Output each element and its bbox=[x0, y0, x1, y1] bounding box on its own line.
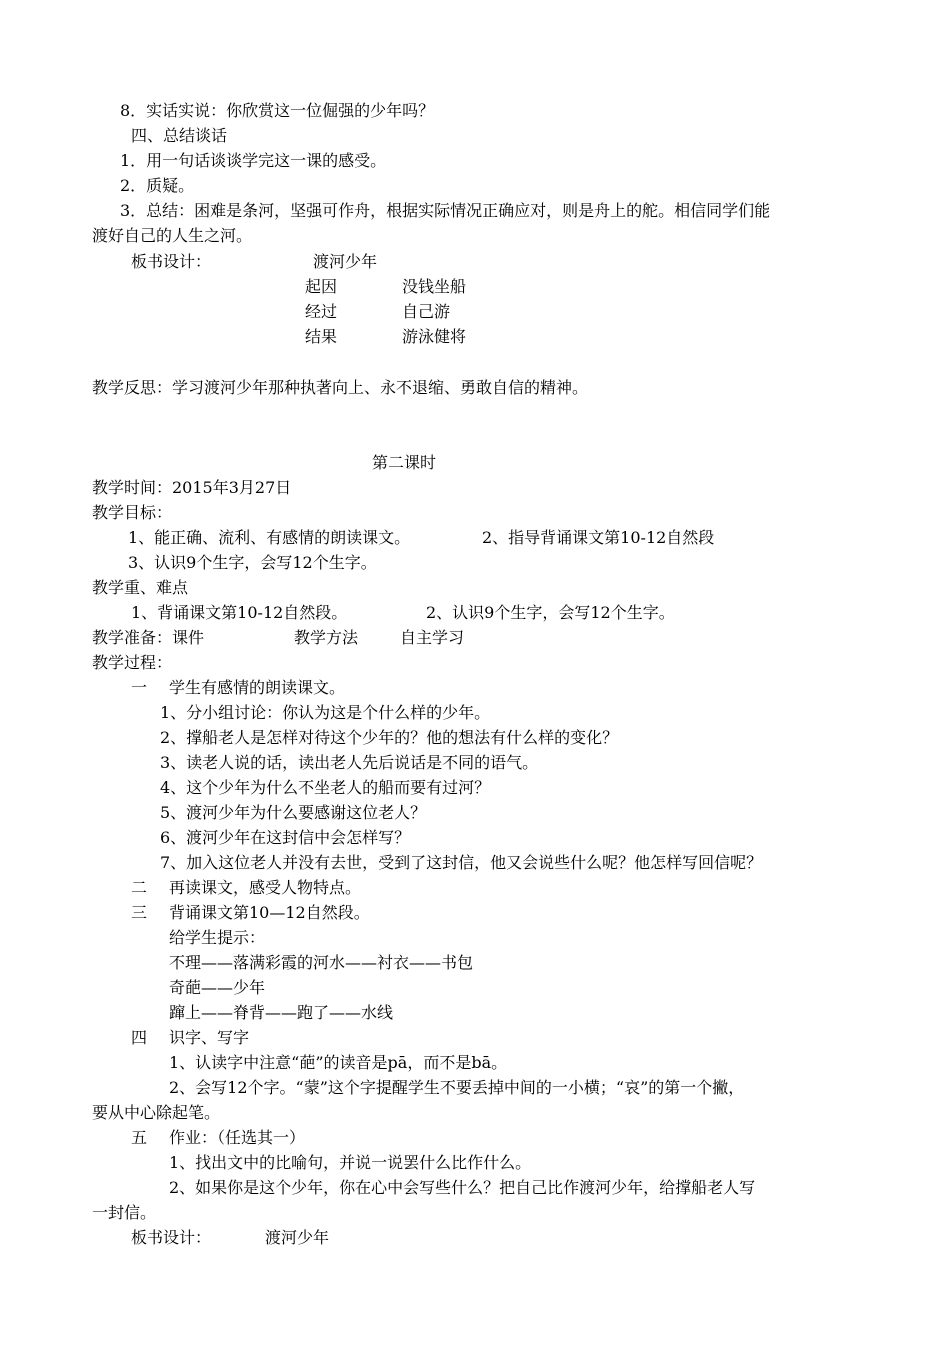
teaching-method-value: 自主学习 bbox=[400, 628, 465, 647]
board-row-value: 自己游 bbox=[402, 302, 451, 321]
item-1: 1．用一句话谈谈学完这一课的感受。 bbox=[120, 151, 387, 170]
question-4: 4、这个少年为什么不坐老人的船而要有过河？ bbox=[160, 778, 491, 797]
homework-1: 1、找出文中的比喻句，并说一说罢什么比作什么。 bbox=[169, 1153, 532, 1172]
board-row-key: 起因 bbox=[305, 277, 338, 296]
teaching-prep: 教学准备：课件 bbox=[92, 628, 205, 647]
item-8: 8．实话实说：你欣赏这一位倔强的少年吗？ bbox=[120, 101, 435, 120]
step-1-text: 学生有感情的朗读课文。 bbox=[169, 678, 346, 697]
hint-2: 奇葩——少年 bbox=[169, 978, 266, 997]
goal-2: 2、指导背诵课文第10-12自然段 bbox=[482, 528, 715, 547]
board-design-title-2: 渡河少年 bbox=[265, 1228, 330, 1247]
hint-heading: 给学生提示： bbox=[169, 928, 266, 947]
question-7: 7、加入这位老人并没有去世，受到了这封信，他又会说些什么呢？他怎样写回信呢？ bbox=[160, 853, 763, 872]
question-3: 3、读老人说的话，读出老人先后说话是不同的语气。 bbox=[160, 753, 539, 772]
homework-2-cont: 一封信。 bbox=[92, 1203, 157, 1222]
section-4-heading: 四、总结谈话 bbox=[131, 126, 228, 145]
step-4-number: 四 bbox=[131, 1028, 148, 1047]
item-2: 2．质疑。 bbox=[120, 176, 195, 195]
step-5-number: 五 bbox=[131, 1128, 148, 1147]
step-4-text: 识字、写字 bbox=[169, 1028, 250, 1047]
key-point-2: 2、认识9个生字，会写12个生字。 bbox=[426, 603, 675, 622]
item-3: 3．总结：困难是条河，坚强可作舟，根据实际情况正确应对，则是舟上的舵。相信同学们能 bbox=[120, 201, 771, 220]
teaching-time: 教学时间：2015年3月27日 bbox=[92, 478, 292, 497]
hint-3: 蹿上——脊背——跑了——水线 bbox=[169, 1003, 394, 1022]
item-3-cont: 渡好自己的人生之河。 bbox=[92, 226, 253, 245]
board-design-label: 板书设计： bbox=[131, 252, 212, 271]
step-3-number: 三 bbox=[131, 903, 148, 922]
homework-2: 2、如果你是这个少年，你在心中会写些什么？把自己比作渡河少年，给撑船老人写 bbox=[169, 1178, 756, 1197]
writing-1: 1、认读字中注意“葩”的读音是pā，而不是bā。 bbox=[169, 1053, 508, 1072]
board-row-value: 游泳健将 bbox=[402, 327, 467, 346]
goal-3: 3、认识9个生字，会写12个生字。 bbox=[128, 553, 377, 572]
step-2-number: 二 bbox=[131, 878, 148, 897]
board-design-label-2: 板书设计： bbox=[131, 1228, 212, 1247]
teaching-method-label: 教学方法 bbox=[294, 628, 359, 647]
step-5-text: 作业：（任选其一） bbox=[169, 1128, 306, 1147]
board-row-key: 结果 bbox=[305, 327, 338, 346]
board-row-key: 经过 bbox=[305, 302, 338, 321]
question-5: 5、渡河少年为什么要感谢这位老人？ bbox=[160, 803, 427, 822]
teaching-reflection: 教学反思：学习渡河少年那种执著向上、永不退缩、勇敢自信的精神。 bbox=[92, 378, 589, 397]
key-point-1: 1、背诵课文第10-12自然段。 bbox=[131, 603, 348, 622]
board-design-title: 渡河少年 bbox=[313, 252, 378, 271]
goals-heading: 教学目标： bbox=[92, 503, 173, 522]
question-2: 2、撑船老人是怎样对待这个少年的？他的想法有什么样的变化？ bbox=[160, 728, 619, 747]
process-heading: 教学过程： bbox=[92, 653, 173, 672]
key-points-heading: 教学重、难点 bbox=[92, 578, 189, 597]
board-row-value: 没钱坐船 bbox=[402, 277, 467, 296]
writing-2-cont: 要从中心除起笔。 bbox=[92, 1103, 221, 1122]
goal-1: 1、能正确、流利、有感情的朗读课文。 bbox=[128, 528, 411, 547]
writing-2: 2、会写12个字。“蒙”这个字提醒学生不要丢掉中间的一小横；“哀”的第一个撇， bbox=[169, 1078, 745, 1097]
step-1-number: 一 bbox=[131, 678, 148, 697]
question-1: 1、分小组讨论：你认为这是个什么样的少年。 bbox=[160, 703, 491, 722]
hint-1: 不理——落满彩霞的河水——衬衣——书包 bbox=[169, 953, 474, 972]
step-2-text: 再读课文，感受人物特点。 bbox=[169, 878, 362, 897]
lesson-title: 第二课时 bbox=[372, 453, 437, 472]
question-6: 6、渡河少年在这封信中会怎样写？ bbox=[160, 828, 411, 847]
step-3-text: 背诵课文第10—12自然段。 bbox=[169, 903, 370, 922]
